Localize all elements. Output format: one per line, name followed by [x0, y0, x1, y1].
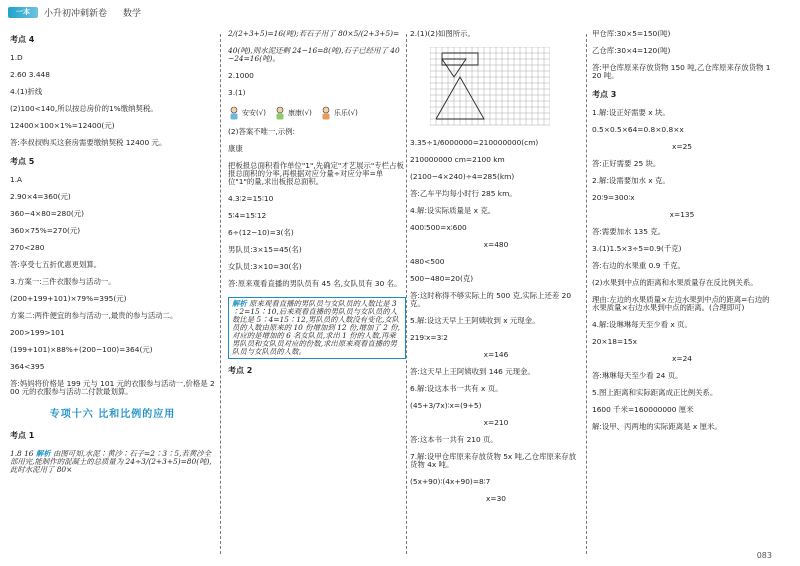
answer-line: 2.(1)(2)如图所示。	[410, 30, 475, 38]
answer-line: x=146	[483, 350, 509, 359]
answer-line: 2.解:设需要加水 x 克。	[592, 176, 670, 185]
answer-line: 答:琳琳每天至少看 24 页。	[592, 371, 683, 380]
answer-line: x=480	[483, 240, 509, 249]
answer-line: 答:享受七五折优惠更划算。	[10, 260, 102, 269]
answer-column-4	[592, 30, 772, 558]
student-figure	[320, 106, 358, 120]
answer-line: 4.解:设实际质量是 x 克。	[410, 206, 496, 215]
answer-line: 2.60 3.448	[10, 70, 50, 79]
answer-line: 6÷(12−10)=3(名)	[228, 228, 294, 237]
answer-line: 女队员:3×10=30(名)	[228, 262, 302, 271]
answer-line: 答:这时称得不够实际上的 500 克,实际上还差 20 克。	[410, 291, 572, 308]
answer-line: 把板报总面积看作单位"1",先确定"才艺展示"专栏占板报总面积的分率,再根据对应分量÷对应分率=单位"1"的量,求出板报总面积。	[228, 161, 404, 186]
answer-line: 40(吨),则水泥还剩 24−16=8(吨),石子已经用了 40−24=16(吨)。	[228, 46, 400, 63]
answer-line: 219∶x=3∶2	[410, 333, 448, 342]
answer-line: 理由:左边的水果质量×左边水果到中点的距离=右边的水果质量×右边水果到中点的距离。(合理即可)	[592, 295, 770, 312]
answer-line: 答:这天早上王阿姨收到 146 元现金。	[410, 367, 535, 376]
brand-badge-text: 一本	[16, 7, 30, 16]
answer-column-1	[10, 30, 215, 558]
column-divider	[406, 34, 407, 554]
analysis-tag: 解析	[232, 299, 247, 308]
answer-line: (45+3/7x)∶x=(9+5)	[410, 401, 482, 410]
answer-line: 康康	[228, 144, 243, 153]
answer-line: 答:正好需要 25 块。	[592, 159, 661, 168]
analysis-text: 由图可知,水泥∶黄沙∶石子=2∶3∶5,若黄沙全部用完,能制作的混凝土的总质量为 24÷3/(2+3+5)=80(吨),此时水泥用了 80×	[10, 449, 212, 474]
answer-line: 乙仓库:30×4=120(吨)	[592, 46, 671, 55]
answer-line: 1.A	[10, 175, 23, 184]
answer-line: 方案二:两件便宜的参与活动一,最贵的参与活动二。	[10, 311, 178, 320]
grid-figure	[430, 47, 582, 131]
answer-column-3	[410, 30, 582, 558]
answer-line: 200>199>101	[10, 328, 65, 337]
answer-line: 500−480=20(克)	[410, 274, 474, 283]
answer-line: 答:这本书一共有 210 页。	[410, 435, 498, 444]
answer-line: 0.5×0.5×64=0.8×0.8×x	[592, 125, 684, 134]
answer-line: 3.35÷1/6000000=210000000(cm)	[410, 138, 539, 147]
answer-line: (2)答案不唯一,示例:	[228, 127, 296, 136]
answer-line: 5∶4=15∶12	[228, 211, 267, 220]
topic-heading: 考点 3	[592, 90, 617, 99]
answer-line: x=30	[486, 494, 506, 503]
answer-line: x=135	[669, 210, 695, 219]
answer-column-2	[228, 30, 406, 558]
answer-line: 480<500	[410, 257, 445, 266]
analysis-text: 原来观看直播的男队员与女队员的人数比是 3∶2=15∶10,后来观看直播的男队员与女队员的人数比是 5∶4=15∶12,男队员的人数没有变化,女队员的人数由原来的 10 份增加到 12 份,增加了 2 份,对应的是增加的 6 名女队员,求出 1 份的人数,再乘男队员和女队员对应的份数,求出原来观看直播的男队员与女队员的人数。	[232, 299, 400, 356]
answer-line: 答:原来观看直播的男队员有 45 名,女队员有 30 名。	[228, 279, 402, 288]
answer-line: 答:甲仓库原来存放货物 150 吨,乙仓库原来存放货物 120 吨。	[592, 63, 771, 80]
answer-line: 答:需要加水 135 克。	[592, 227, 666, 236]
answer-line: 答:李叔叔购买这套房需要缴纳契税 12400 元。	[10, 138, 167, 147]
answer-line: x=210	[483, 418, 509, 427]
answer-line: 364<395	[10, 362, 45, 371]
answer-line: 400∶500=x∶600	[410, 223, 467, 232]
answer-line: 答:右边的水果重 0.9 千克。	[592, 261, 685, 270]
answer-line: 4.解:设琳琳每天至少看 x 页。	[592, 320, 692, 329]
grid-drawing	[430, 47, 550, 127]
answer-line: 12400×100×1%=12400(元)	[10, 121, 115, 130]
answer-line: x=25	[672, 142, 692, 151]
answer-line: 甲仓库:30×5=150(吨)	[592, 30, 671, 38]
answer-line: 解:设甲、丙两地的实际距离是 x 厘米。	[592, 422, 722, 431]
analysis-box	[228, 297, 406, 359]
answer-line: 7.解:设甲仓库原来存放货物 5x 吨,乙仓库原来存放货物 4x 吨。	[410, 452, 577, 469]
answer-line: (2)水果到中点的距离和水果质量存在反比例关系。	[592, 278, 758, 287]
student-icon	[228, 106, 240, 120]
student-figure	[228, 106, 266, 120]
answer-line: 20∶9=300∶x	[592, 193, 635, 202]
page-number: 083	[756, 551, 772, 560]
topic-heading: 考点 1	[10, 431, 35, 440]
topic-heading: 考点 2	[228, 366, 253, 375]
answer-line: 4.3∶2=15∶10	[228, 194, 274, 203]
column-divider	[586, 34, 587, 554]
answer-line: 4.(1)折线	[10, 87, 43, 96]
answer-line: 2/(2+3+5)=16(吨);若石子用了 80×5/(2+3+5)=	[228, 30, 400, 38]
answer-line: 5.解:设这天早上王阿姨收到 x 元现金。	[410, 316, 540, 325]
column-divider	[220, 34, 221, 554]
answer-line: (200+199+101)×79%=395(元)	[10, 294, 127, 303]
student-label: 康康(√)	[287, 109, 312, 117]
answer-line: (5x+90)∶(4x+90)=8∶7	[410, 477, 491, 486]
answer-line: 6.解:设这本书一共有 x 页。	[410, 384, 503, 393]
answer-line: 5.图上距离和实际距离成正比例关系。	[592, 388, 718, 397]
answer-line: 答:乙车平均每小时行 285 km。	[410, 189, 517, 198]
book-title: 小升初冲刺新卷	[44, 8, 108, 19]
answer-line: 1600 千米=160000000 厘米	[592, 405, 694, 414]
answer-line: 210000000 cm=2100 km	[410, 155, 505, 164]
answer-line: 360−4×80=280(元)	[10, 209, 85, 218]
answer-line: 1.解:设正好需要 x 块。	[592, 108, 670, 117]
answer-line: 3.(1)	[228, 88, 246, 97]
answer-line: (2)100<140,所以按总房价的1%缴纳契税。	[10, 104, 158, 113]
topic-heading: 考点 5	[10, 157, 35, 166]
subject-label: 数学	[123, 8, 142, 19]
answer-line: 270<280	[10, 243, 45, 252]
answer-line: 1.D	[10, 53, 23, 62]
student-label: 乐乐(√)	[333, 109, 358, 117]
answer-line: 20×18=15x	[592, 337, 637, 346]
answer-line: 男队员:3×15=45(名)	[228, 245, 302, 254]
answer-line: x=24	[672, 354, 692, 363]
brand-badge	[8, 7, 38, 18]
student-figures	[228, 106, 406, 120]
answer-line: 2.90×4=360(元)	[10, 192, 71, 201]
answer-line: 2.1000	[228, 71, 254, 80]
student-label: 安安(√)	[242, 109, 266, 117]
answer-line: (2100−4×240)÷4=285(km)	[410, 172, 515, 181]
answer-line: 3.方案一:三件衣服参与活动一。	[10, 277, 116, 286]
student-figure	[274, 106, 312, 120]
answer-line	[10, 450, 215, 474]
page-header	[8, 4, 141, 20]
topic-heading: 考点 4	[10, 35, 35, 44]
student-icon	[274, 106, 286, 120]
analysis-tag: 解析	[35, 449, 51, 458]
answer-line: 3.(1)1.5×3÷5=0.9(千克)	[592, 244, 682, 253]
student-icon	[320, 106, 332, 120]
answer-line: 360×75%=270(元)	[10, 226, 81, 235]
section-title: 专项十六 比和比例的应用	[49, 409, 176, 420]
answer-number: 1.8 16	[10, 449, 36, 458]
answer-line: 答:妈妈将价格是 199 元与 101 元的衣服参与活动一,价格是 200 元的衣服参与活动二付款最划算。	[10, 379, 215, 396]
answer-line: (199+101)×88%+(200−100)=364(元)	[10, 345, 153, 354]
